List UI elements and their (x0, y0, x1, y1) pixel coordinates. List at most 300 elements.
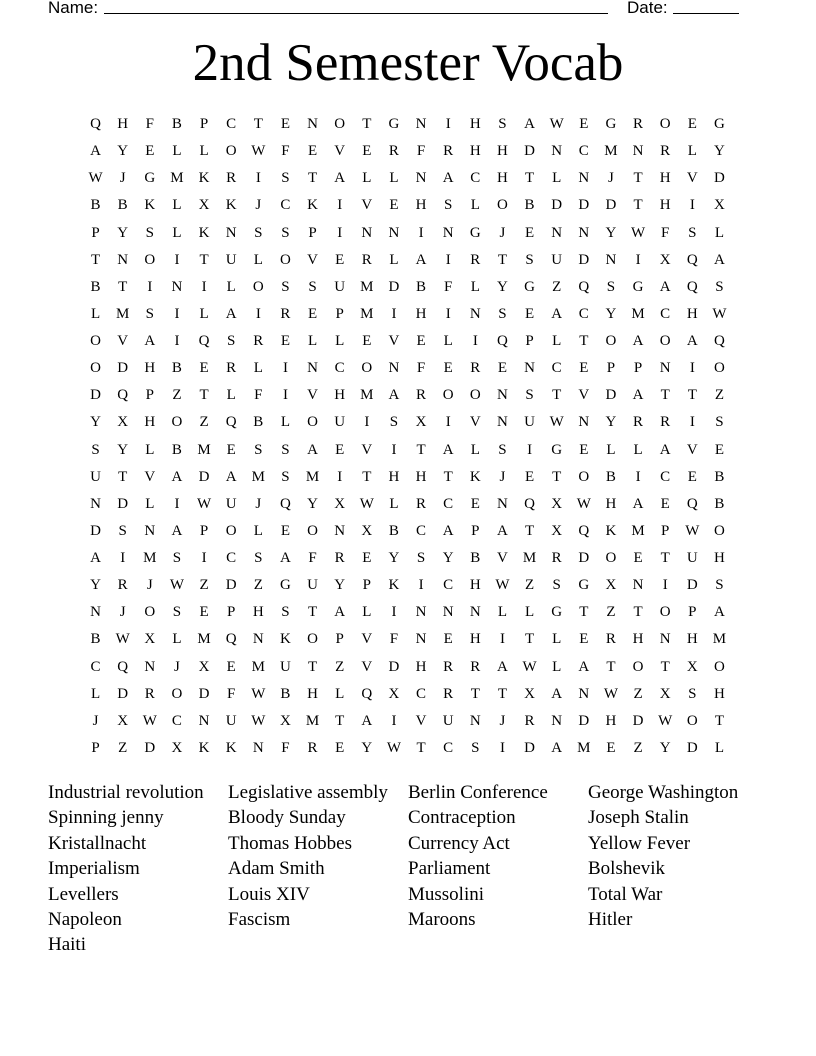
grid-letter[interactable]: E (660, 495, 670, 512)
grid-letter[interactable]: J (119, 604, 126, 621)
grid-letter[interactable]: O (714, 522, 725, 539)
grid-letter[interactable]: X (659, 251, 671, 268)
grid-letter[interactable]: N (198, 712, 210, 729)
grid-letter[interactable]: V (117, 333, 129, 350)
grid-letter[interactable]: A (442, 441, 454, 458)
grid-letter[interactable]: A (334, 604, 346, 621)
grid-letter[interactable]: F (416, 360, 426, 377)
grid-letter[interactable]: S (525, 387, 534, 404)
grid-letter[interactable]: I (689, 197, 695, 214)
grid-letter[interactable]: L (497, 604, 508, 621)
grid-letter[interactable]: E (579, 116, 589, 133)
grid-letter[interactable]: A (90, 550, 101, 567)
grid-letter[interactable]: S (688, 685, 697, 702)
grid-letter[interactable]: K (280, 631, 291, 648)
grid-letter[interactable]: R (660, 414, 671, 431)
grid-letter[interactable]: T (199, 251, 209, 268)
grid-letter[interactable]: H (714, 550, 725, 567)
grid-letter[interactable]: O (361, 360, 373, 377)
grid-letter[interactable]: K (225, 739, 237, 756)
grid-letter[interactable]: Z (199, 577, 209, 594)
grid-letter[interactable]: X (198, 658, 210, 675)
grid-letter[interactable]: T (524, 631, 535, 648)
grid-letter[interactable]: R (443, 685, 454, 702)
grid-letter[interactable]: T (633, 604, 643, 621)
grid-letter[interactable]: F (145, 116, 154, 133)
grid-letter[interactable]: L (226, 278, 236, 295)
grid-letter[interactable]: T (552, 387, 562, 404)
grid-letter[interactable]: R (307, 739, 318, 756)
grid-letter[interactable]: D (632, 712, 644, 729)
grid-letter[interactable]: Q (686, 495, 698, 512)
grid-letter[interactable]: W (386, 739, 402, 756)
grid-letter[interactable]: C (578, 143, 589, 160)
grid-letter[interactable]: U (334, 414, 346, 431)
grid-letter[interactable]: W (251, 685, 266, 702)
grid-letter[interactable]: I (472, 333, 478, 350)
grid-letter[interactable]: X (334, 495, 346, 512)
grid-letter[interactable]: B (171, 441, 182, 458)
grid-letter[interactable]: S (254, 441, 263, 458)
grid-letter[interactable]: S (172, 604, 182, 621)
grid-letter[interactable]: A (659, 441, 671, 458)
grid-letter[interactable]: R (416, 387, 427, 404)
grid-letter[interactable]: N (90, 604, 101, 621)
grid-letter[interactable]: X (171, 739, 183, 756)
grid-letter[interactable]: A (171, 522, 183, 539)
grid-letter[interactable]: A (632, 495, 644, 512)
grid-letter[interactable]: Y (307, 495, 318, 512)
grid-letter[interactable]: W (685, 522, 700, 539)
grid-letter[interactable]: S (498, 116, 507, 133)
grid-letter[interactable]: L (335, 333, 345, 350)
grid-letter[interactable]: E (362, 143, 372, 160)
grid-letter[interactable]: O (307, 414, 318, 431)
grid-letter[interactable]: D (578, 197, 590, 214)
grid-letter[interactable]: R (253, 333, 264, 350)
grid-letter[interactable]: L (90, 305, 101, 322)
grid-letter[interactable]: L (470, 197, 480, 214)
grid-letter[interactable]: R (470, 251, 481, 268)
grid-letter[interactable]: T (714, 712, 725, 729)
grid-letter[interactable]: R (280, 305, 291, 322)
grid-letter[interactable]: M (712, 631, 727, 648)
grid-letter[interactable]: R (443, 658, 454, 675)
grid-letter[interactable]: R (117, 577, 128, 594)
grid-letter[interactable]: H (469, 577, 481, 594)
grid-letter[interactable]: O (90, 333, 101, 350)
grid-letter[interactable]: A (388, 387, 400, 404)
grid-letter[interactable]: W (549, 116, 564, 133)
grid-letter[interactable]: T (416, 739, 426, 756)
grid-letter[interactable]: L (145, 441, 155, 458)
grid-letter[interactable]: W (251, 143, 266, 160)
grid-letter[interactable]: U (442, 712, 454, 729)
grid-letter[interactable]: I (201, 278, 207, 295)
grid-letter[interactable]: R (633, 414, 644, 431)
grid-letter[interactable]: N (442, 604, 454, 621)
grid-letter[interactable]: T (633, 197, 643, 214)
grid-letter[interactable]: E (443, 360, 453, 377)
grid-letter[interactable]: L (389, 495, 399, 512)
grid-letter[interactable]: B (90, 631, 101, 648)
grid-letter[interactable]: E (687, 468, 697, 485)
grid-letter[interactable]: H (469, 116, 481, 133)
grid-letter[interactable]: J (92, 712, 99, 729)
grid-letter[interactable]: H (334, 387, 346, 404)
grid-letter[interactable]: R (226, 170, 237, 187)
grid-letter[interactable]: N (415, 604, 427, 621)
grid-letter[interactable]: G (632, 278, 644, 295)
grid-letter[interactable]: E (199, 604, 209, 621)
grid-letter[interactable]: J (119, 170, 126, 187)
grid-letter[interactable]: R (470, 658, 481, 675)
grid-letter[interactable]: I (120, 550, 126, 567)
grid-letter[interactable]: M (360, 278, 374, 295)
grid-letter[interactable]: E (280, 522, 291, 539)
grid-letter[interactable]: I (445, 251, 451, 268)
grid-letter[interactable]: S (254, 224, 263, 241)
grid-letter[interactable]: P (91, 739, 100, 756)
grid-letter[interactable]: Q (90, 116, 101, 133)
grid-letter[interactable]: F (389, 631, 399, 648)
grid-letter[interactable]: T (307, 658, 318, 675)
grid-letter[interactable]: S (118, 522, 127, 539)
grid-letter[interactable]: R (416, 495, 427, 512)
grid-letter[interactable]: L (199, 305, 209, 322)
grid-letter[interactable]: T (253, 116, 263, 133)
grid-letter[interactable]: Z (199, 414, 209, 431)
grid-letter[interactable]: Q (225, 631, 237, 648)
grid-letter[interactable]: K (307, 197, 318, 214)
grid-letter[interactable]: Z (335, 658, 345, 675)
grid-letter[interactable]: X (551, 522, 563, 539)
grid-letter[interactable]: D (198, 685, 210, 702)
grid-letter[interactable]: S (498, 305, 507, 322)
grid-letter[interactable]: D (524, 739, 535, 756)
grid-letter[interactable]: O (659, 333, 671, 350)
grid-letter[interactable]: L (280, 414, 291, 431)
grid-letter[interactable]: N (578, 414, 590, 431)
grid-letter[interactable]: P (335, 305, 344, 322)
grid-letter[interactable]: E (389, 197, 399, 214)
grid-letter[interactable]: S (91, 441, 100, 458)
grid-letter[interactable]: D (388, 278, 400, 295)
grid-letter[interactable]: Y (605, 414, 617, 431)
grid-letter[interactable]: P (525, 333, 534, 350)
grid-letter[interactable]: L (253, 522, 263, 539)
grid-letter[interactable]: L (362, 604, 372, 621)
grid-letter[interactable]: V (361, 197, 373, 214)
grid-letter[interactable]: K (605, 522, 617, 539)
grid-letter[interactable]: L (145, 495, 155, 512)
grid-letter[interactable]: L (172, 224, 182, 241)
grid-letter[interactable]: O (714, 658, 725, 675)
grid-letter[interactable]: E (497, 360, 508, 377)
grid-letter[interactable]: L (552, 170, 562, 187)
grid-letter[interactable]: L (172, 143, 182, 160)
grid-letter[interactable]: Q (198, 333, 210, 350)
grid-letter[interactable]: H (415, 305, 427, 322)
grid-letter[interactable]: I (337, 197, 343, 214)
grid-letter[interactable]: C (90, 658, 101, 675)
grid-letter[interactable]: Z (714, 387, 725, 404)
grid-letter[interactable]: P (227, 604, 236, 621)
grid-letter[interactable]: U (524, 414, 535, 431)
grid-letter[interactable]: D (605, 387, 617, 404)
grid-letter[interactable]: Y (497, 278, 508, 295)
grid-letter[interactable]: H (605, 712, 617, 729)
grid-letter[interactable]: S (172, 550, 182, 567)
grid-letter[interactable]: N (361, 224, 373, 241)
grid-letter[interactable]: N (415, 170, 427, 187)
grid-letter[interactable]: D (144, 739, 156, 756)
grid-letter[interactable]: C (551, 360, 562, 377)
grid-letter[interactable]: I (174, 251, 180, 268)
grid-letter[interactable]: I (391, 305, 397, 322)
grid-letter[interactable]: C (443, 577, 454, 594)
grid-letter[interactable]: W (495, 577, 510, 594)
grid-letter[interactable]: H (714, 685, 725, 702)
grid-letter[interactable]: L (172, 631, 182, 648)
grid-letter[interactable]: N (605, 251, 617, 268)
grid-letter[interactable]: D (198, 468, 210, 485)
grid-letter[interactable]: I (201, 550, 207, 567)
grid-letter[interactable]: S (416, 550, 426, 567)
grid-letter[interactable]: S (498, 441, 507, 458)
grid-letter[interactable]: S (715, 414, 724, 431)
grid-letter[interactable]: O (225, 143, 237, 160)
grid-letter[interactable]: E (226, 658, 236, 675)
grid-letter[interactable]: L (389, 251, 399, 268)
grid-letter[interactable]: X (686, 658, 698, 675)
grid-letter[interactable]: V (388, 333, 400, 350)
grid-letter[interactable]: B (524, 197, 535, 214)
grid-letter[interactable]: L (335, 685, 345, 702)
grid-letter[interactable]: T (362, 116, 372, 133)
grid-letter[interactable]: N (632, 143, 644, 160)
grid-letter[interactable]: Y (605, 305, 617, 322)
grid-letter[interactable]: S (281, 170, 290, 187)
grid-letter[interactable]: C (226, 116, 237, 133)
grid-letter[interactable]: S (715, 278, 724, 295)
grid-letter[interactable]: L (524, 604, 535, 621)
grid-letter[interactable]: T (633, 170, 643, 187)
grid-letter[interactable]: Z (606, 604, 616, 621)
grid-letter[interactable]: Y (334, 577, 346, 594)
grid-letter[interactable]: H (307, 685, 318, 702)
grid-letter[interactable]: T (497, 685, 508, 702)
grid-letter[interactable]: D (117, 360, 129, 377)
grid-letter[interactable]: W (658, 712, 673, 729)
grid-letter[interactable]: T (497, 251, 508, 268)
grid-letter[interactable]: O (659, 604, 671, 621)
grid-letter[interactable]: Q (578, 278, 590, 295)
grid-letter[interactable]: R (443, 143, 454, 160)
grid-letter[interactable]: P (606, 360, 616, 377)
grid-letter[interactable]: V (469, 414, 481, 431)
grid-letter[interactable]: O (144, 251, 156, 268)
grid-letter[interactable]: N (497, 495, 508, 512)
grid-letter[interactable]: A (497, 522, 508, 539)
grid-letter[interactable]: O (90, 360, 101, 377)
grid-letter[interactable]: X (198, 197, 210, 214)
grid-letter[interactable]: T (118, 278, 128, 295)
grid-letter[interactable]: I (499, 739, 505, 756)
grid-letter[interactable]: H (415, 468, 427, 485)
grid-letter[interactable]: W (142, 712, 157, 729)
grid-letter[interactable]: N (469, 604, 481, 621)
grid-letter[interactable]: M (577, 739, 591, 756)
grid-letter[interactable]: I (527, 441, 533, 458)
grid-letter[interactable]: U (280, 658, 291, 675)
grid-letter[interactable]: D (117, 495, 129, 512)
grid-letter[interactable]: O (307, 631, 318, 648)
grid-letter[interactable]: R (226, 360, 237, 377)
grid-letter[interactable]: Q (117, 387, 129, 404)
grid-letter[interactable]: O (334, 116, 346, 133)
grid-letter[interactable]: A (361, 712, 373, 729)
date-blank-line[interactable] (673, 13, 739, 14)
grid-letter[interactable]: B (714, 468, 725, 485)
grid-letter[interactable]: N (252, 631, 264, 648)
grid-letter[interactable]: F (281, 739, 290, 756)
grid-letter[interactable]: C (578, 305, 589, 322)
grid-letter[interactable]: E (280, 333, 291, 350)
grid-letter[interactable]: N (497, 414, 508, 431)
grid-letter[interactable]: T (90, 251, 101, 268)
grid-letter[interactable]: L (90, 685, 101, 702)
grid-letter[interactable]: B (605, 468, 616, 485)
grid-letter[interactable]: N (117, 251, 129, 268)
grid-letter[interactable]: E (606, 739, 616, 756)
grid-letter[interactable]: F (661, 224, 670, 241)
grid-letter[interactable]: P (471, 522, 480, 539)
grid-letter[interactable]: V (334, 143, 346, 160)
grid-letter[interactable]: I (147, 278, 153, 295)
grid-letter[interactable]: T (362, 468, 372, 485)
grid-letter[interactable]: X (415, 414, 427, 431)
grid-letter[interactable]: U (334, 278, 346, 295)
grid-letter[interactable]: L (552, 333, 562, 350)
grid-letter[interactable]: L (362, 170, 372, 187)
grid-letter[interactable]: N (524, 360, 535, 377)
grid-letter[interactable]: P (661, 522, 670, 539)
grid-letter[interactable]: R (388, 143, 399, 160)
grid-letter[interactable]: T (118, 468, 128, 485)
grid-letter[interactable]: E (335, 251, 345, 268)
grid-letter[interactable]: Y (442, 550, 454, 567)
grid-letter[interactable]: P (199, 116, 209, 133)
grid-letter[interactable]: W (115, 631, 130, 648)
grid-letter[interactable]: D (225, 577, 237, 594)
grid-letter[interactable]: Q (686, 278, 698, 295)
grid-letter[interactable]: D (605, 197, 617, 214)
grid-letter[interactable]: E (524, 305, 535, 322)
grid-letter[interactable]: H (469, 143, 481, 160)
grid-letter[interactable]: C (171, 712, 182, 729)
grid-letter[interactable]: X (388, 685, 400, 702)
grid-letter[interactable]: V (497, 550, 508, 567)
grid-letter[interactable]: H (415, 197, 427, 214)
grid-letter[interactable]: N (388, 224, 400, 241)
grid-letter[interactable]: L (226, 387, 236, 404)
grid-letter[interactable]: D (388, 658, 400, 675)
grid-letter[interactable]: O (605, 550, 617, 567)
grid-letter[interactable]: S (308, 278, 317, 295)
grid-letter[interactable]: O (497, 197, 508, 214)
grid-letter[interactable]: C (334, 360, 345, 377)
grid-letter[interactable]: O (280, 251, 291, 268)
grid-letter[interactable]: W (251, 712, 266, 729)
grid-letter[interactable]: F (281, 143, 290, 160)
grid-letter[interactable]: H (144, 360, 156, 377)
grid-letter[interactable]: I (689, 360, 695, 377)
grid-letter[interactable]: K (469, 468, 481, 485)
grid-letter[interactable]: D (551, 197, 563, 214)
grid-letter[interactable]: V (578, 387, 590, 404)
grid-letter[interactable]: P (145, 387, 154, 404)
grid-letter[interactable]: A (632, 333, 644, 350)
grid-letter[interactable]: Q (117, 658, 129, 675)
grid-letter[interactable]: B (253, 414, 264, 431)
grid-letter[interactable]: E (145, 143, 155, 160)
grid-letter[interactable]: G (551, 604, 563, 621)
grid-letter[interactable]: E (524, 468, 535, 485)
grid-letter[interactable]: I (662, 577, 668, 594)
grid-letter[interactable]: M (305, 712, 320, 729)
grid-letter[interactable]: I (418, 224, 424, 241)
grid-letter[interactable]: A (551, 685, 563, 702)
grid-letter[interactable]: T (687, 387, 697, 404)
grid-letter[interactable]: B (714, 495, 725, 512)
grid-letter[interactable]: E (280, 116, 291, 133)
grid-letter[interactable]: R (660, 143, 671, 160)
grid-letter[interactable]: Z (633, 685, 643, 702)
grid-letter[interactable]: L (470, 441, 480, 458)
grid-letter[interactable]: I (282, 387, 288, 404)
grid-letter[interactable]: L (443, 333, 453, 350)
grid-letter[interactable]: Z (172, 387, 182, 404)
grid-letter[interactable]: E (633, 550, 643, 567)
grid-letter[interactable]: H (686, 631, 698, 648)
grid-letter[interactable]: N (388, 360, 400, 377)
grid-letter[interactable]: A (632, 387, 644, 404)
grid-letter[interactable]: M (360, 305, 374, 322)
grid-letter[interactable]: M (251, 468, 265, 485)
grid-letter[interactable]: P (633, 360, 643, 377)
grid-letter[interactable]: Y (714, 143, 725, 160)
grid-letter[interactable]: D (578, 550, 590, 567)
grid-letter[interactable]: N (442, 224, 454, 241)
grid-letter[interactable]: K (198, 224, 210, 241)
grid-letter[interactable]: X (605, 577, 617, 594)
grid-letter[interactable]: L (714, 739, 725, 756)
grid-letter[interactable]: H (497, 170, 508, 187)
grid-letter[interactable]: P (199, 522, 209, 539)
grid-letter[interactable]: A (307, 441, 318, 458)
grid-letter[interactable]: S (389, 414, 399, 431)
grid-letter[interactable]: H (659, 170, 671, 187)
grid-letter[interactable]: M (170, 170, 184, 187)
grid-letter[interactable]: R (334, 550, 345, 567)
grid-letter[interactable]: O (307, 522, 318, 539)
grid-letter[interactable]: A (659, 278, 671, 295)
grid-letter[interactable]: I (174, 333, 180, 350)
grid-letter[interactable]: G (714, 116, 725, 133)
grid-letter[interactable]: J (499, 468, 506, 485)
grid-letter[interactable]: Y (90, 577, 101, 594)
